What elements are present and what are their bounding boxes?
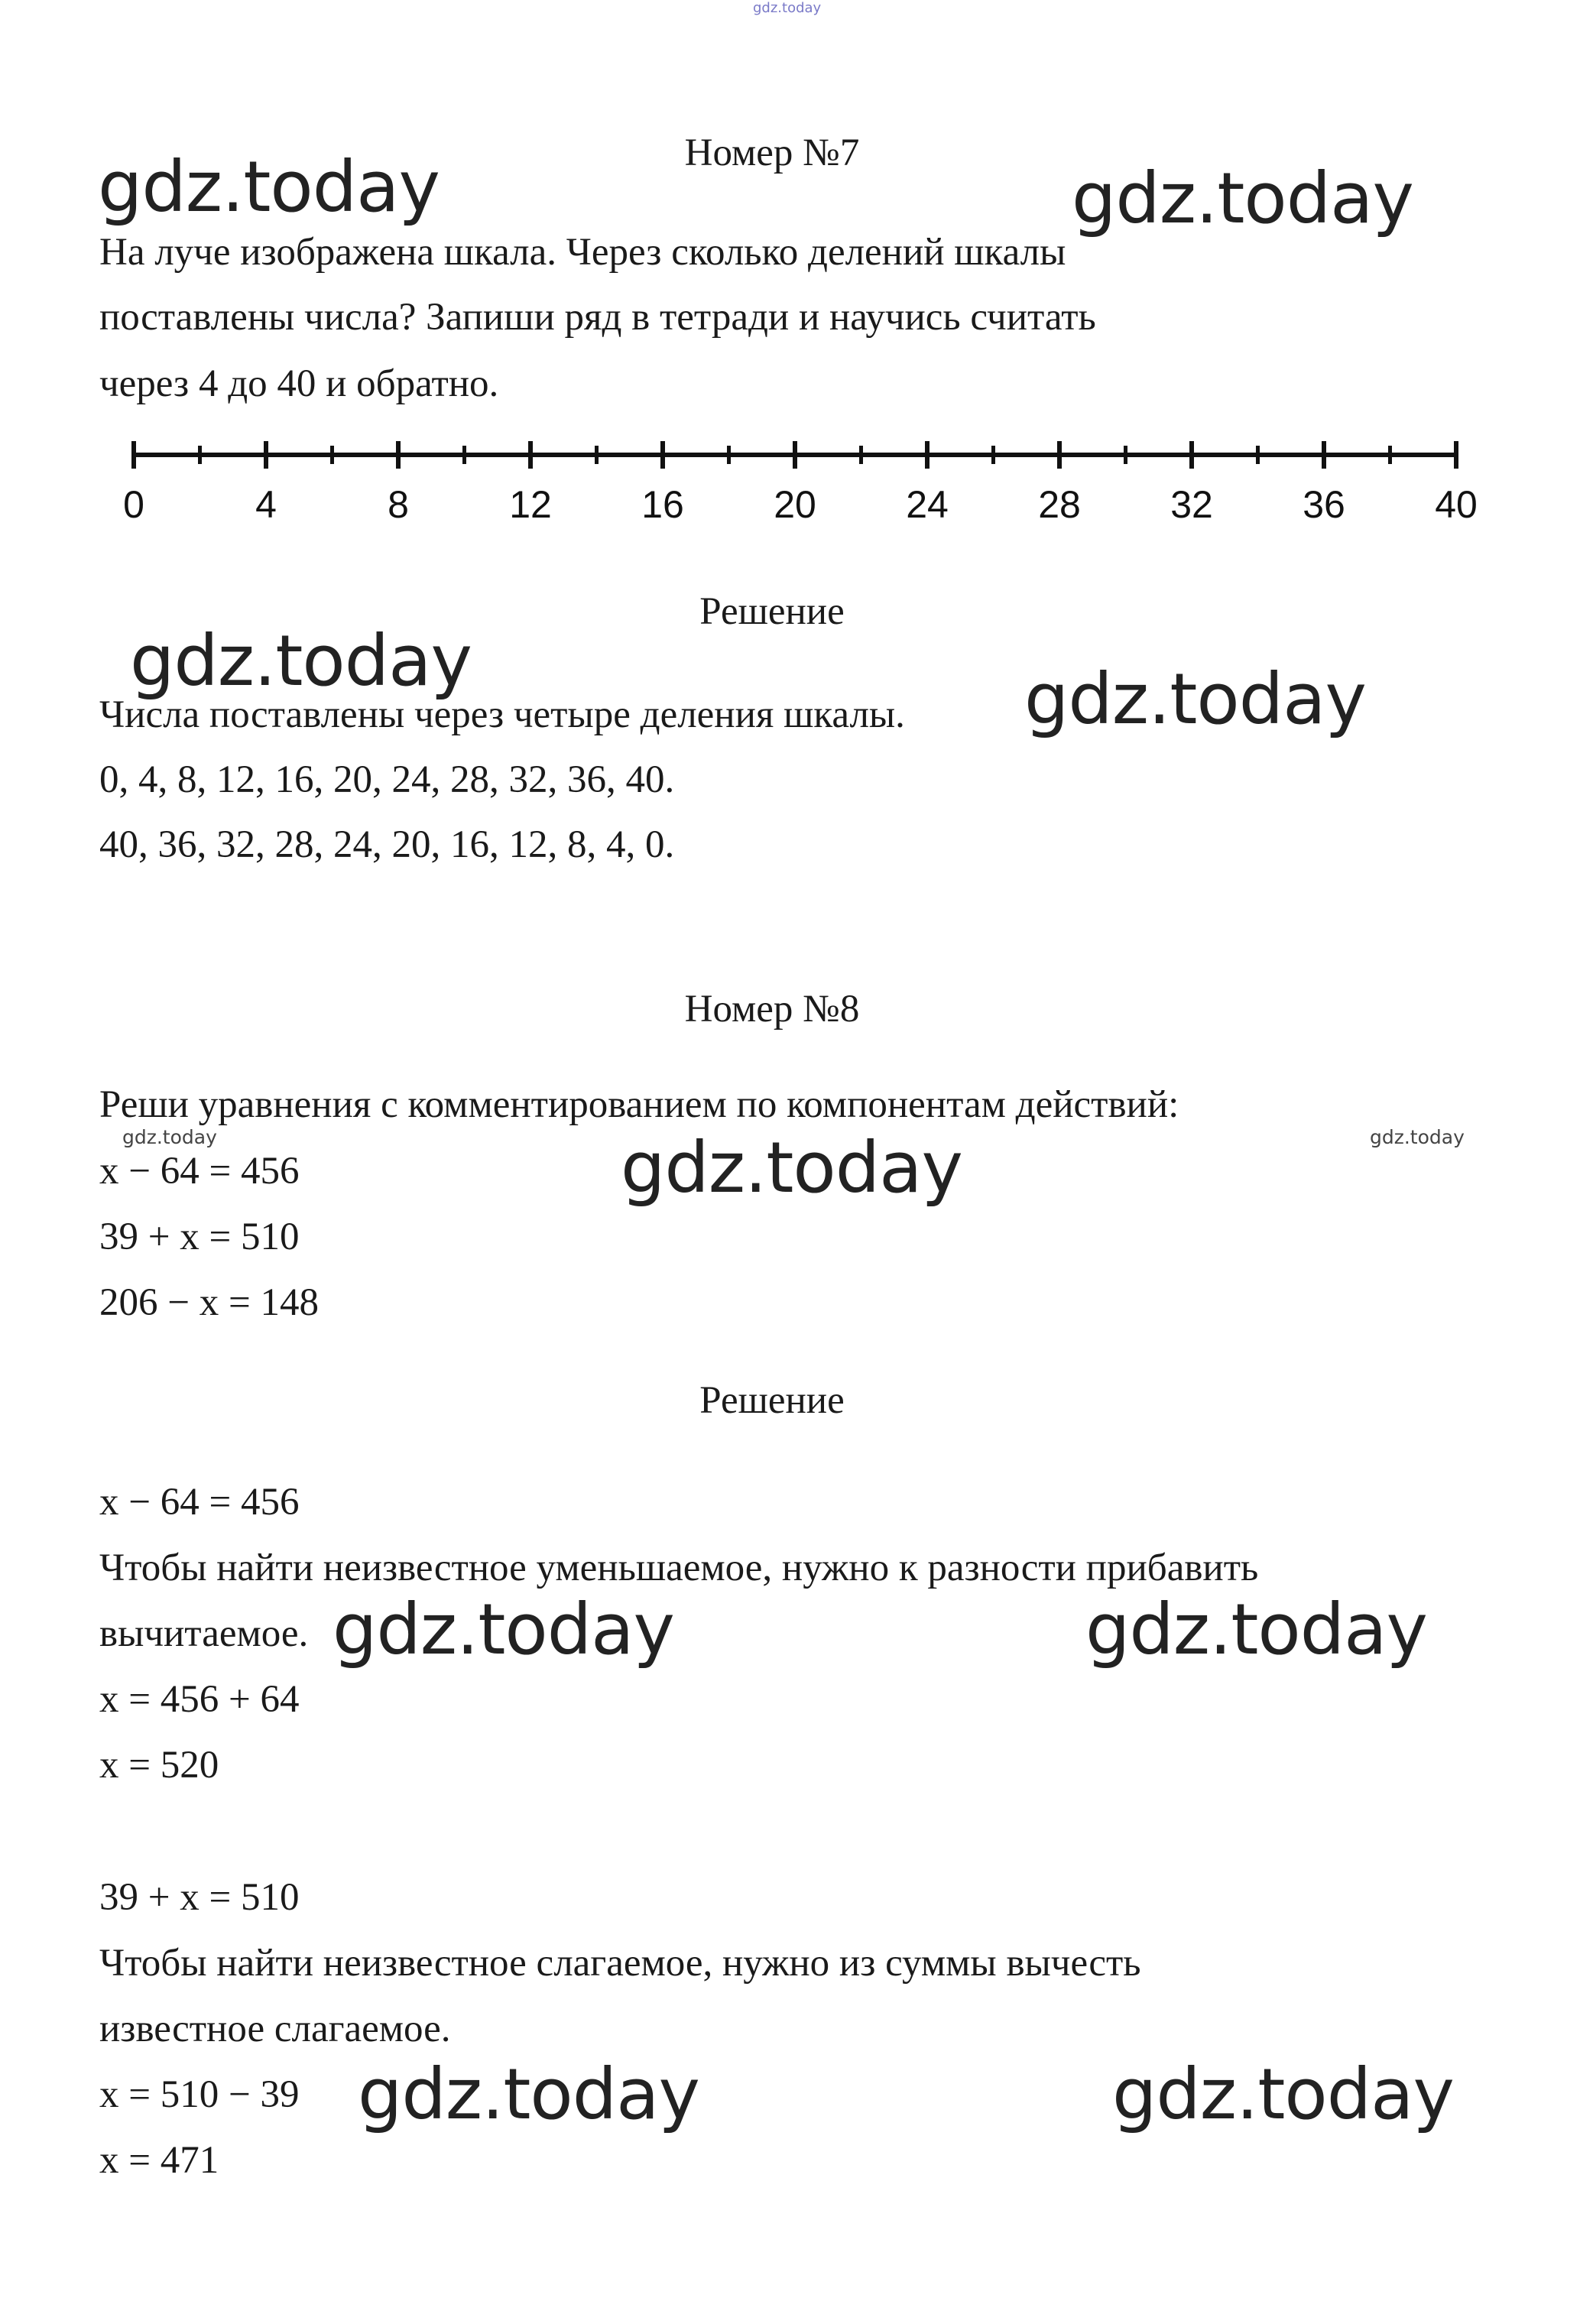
scale-label: 20 bbox=[774, 483, 816, 526]
watermark-top: gdz.today bbox=[753, 0, 822, 16]
watermark: gdz.today bbox=[358, 2053, 699, 2135]
task8-equation-2: 39 + x = 510 bbox=[99, 1216, 300, 1258]
watermark-small: gdz.today bbox=[1370, 1126, 1465, 1148]
task8-equation-1: x − 64 = 456 bbox=[99, 1150, 300, 1193]
scale-label: 40 bbox=[1435, 483, 1478, 526]
watermark: gdz.today bbox=[1112, 2053, 1454, 2135]
task8-solution2-line-5: x = 471 bbox=[99, 2139, 219, 2182]
task7-solution-line-2: 0, 4, 8, 12, 16, 20, 24, 28, 32, 36, 40. bbox=[99, 758, 675, 801]
task8-solution1-line-1: x − 64 = 456 bbox=[99, 1481, 300, 1524]
task7-text-line-3: через 4 до 40 и обратно. bbox=[99, 362, 499, 405]
task8-solution1-line-3: вычитаемое. bbox=[99, 1612, 309, 1655]
watermark: gdz.today bbox=[1085, 1589, 1427, 1670]
task7-text-line-1: На луче изображена шкала. Через сколько делений шкалы bbox=[99, 231, 1066, 274]
number-line-scale bbox=[99, 424, 1498, 539]
scale-label: 4 bbox=[255, 483, 277, 526]
task8-intro: Реши уравнения с комментированием по компонентам действий: bbox=[99, 1083, 1179, 1126]
task8-solution2-line-4: x = 510 − 39 bbox=[99, 2073, 300, 2116]
task8-solution1-line-4: x = 456 + 64 bbox=[99, 1678, 300, 1721]
scale-label: 32 bbox=[1170, 483, 1213, 526]
scale-label: 0 bbox=[123, 483, 144, 526]
watermark: gdz.today bbox=[1024, 658, 1366, 740]
scale-label: 16 bbox=[641, 483, 684, 526]
scale-label: 8 bbox=[388, 483, 409, 526]
task8-equation-3: 206 − x = 148 bbox=[99, 1281, 320, 1324]
task8-solution2-line-2: Чтобы найти неизвестное слагаемое, нужно из суммы вычесть bbox=[99, 1942, 1141, 1985]
watermark: gdz.today bbox=[333, 1589, 674, 1670]
watermark: gdz.today bbox=[621, 1127, 962, 1209]
watermark: gdz.today bbox=[1072, 157, 1413, 239]
watermark-small: gdz.today bbox=[122, 1126, 217, 1148]
task7-text-line-2: поставлены числа? Запиши ряд в тетради и научись считать bbox=[99, 296, 1096, 339]
watermark: gdz.today bbox=[130, 620, 472, 702]
task8-solution1-line-2: Чтобы найти неизвестное уменьшаемое, нужно к разности прибавить bbox=[99, 1547, 1259, 1589]
task7-solution-line-3: 40, 36, 32, 28, 24, 20, 16, 12, 8, 4, 0. bbox=[99, 823, 675, 866]
task7-solution-line-1: Числа поставлены через четыре деления шкалы. bbox=[99, 693, 905, 736]
task8-solution2-line-3: известное слагаемое. bbox=[99, 2008, 451, 2050]
watermark: gdz.today bbox=[98, 146, 440, 228]
task8-solution1-line-5: x = 520 bbox=[99, 1744, 219, 1787]
scale-label: 28 bbox=[1038, 483, 1081, 526]
task8-solution-heading: Решение bbox=[699, 1379, 845, 1422]
scale-ticks bbox=[134, 441, 1456, 469]
scale-label: 12 bbox=[509, 483, 552, 526]
task7-solution-heading: Решение bbox=[699, 590, 845, 633]
scale-label: 36 bbox=[1303, 483, 1345, 526]
task8-heading: Номер №8 bbox=[684, 988, 860, 1031]
task8-solution2-line-1: 39 + x = 510 bbox=[99, 1876, 300, 1919]
scale-labels bbox=[123, 483, 1478, 526]
scale-label: 24 bbox=[906, 483, 949, 526]
task7-heading: Номер №7 bbox=[684, 131, 860, 174]
